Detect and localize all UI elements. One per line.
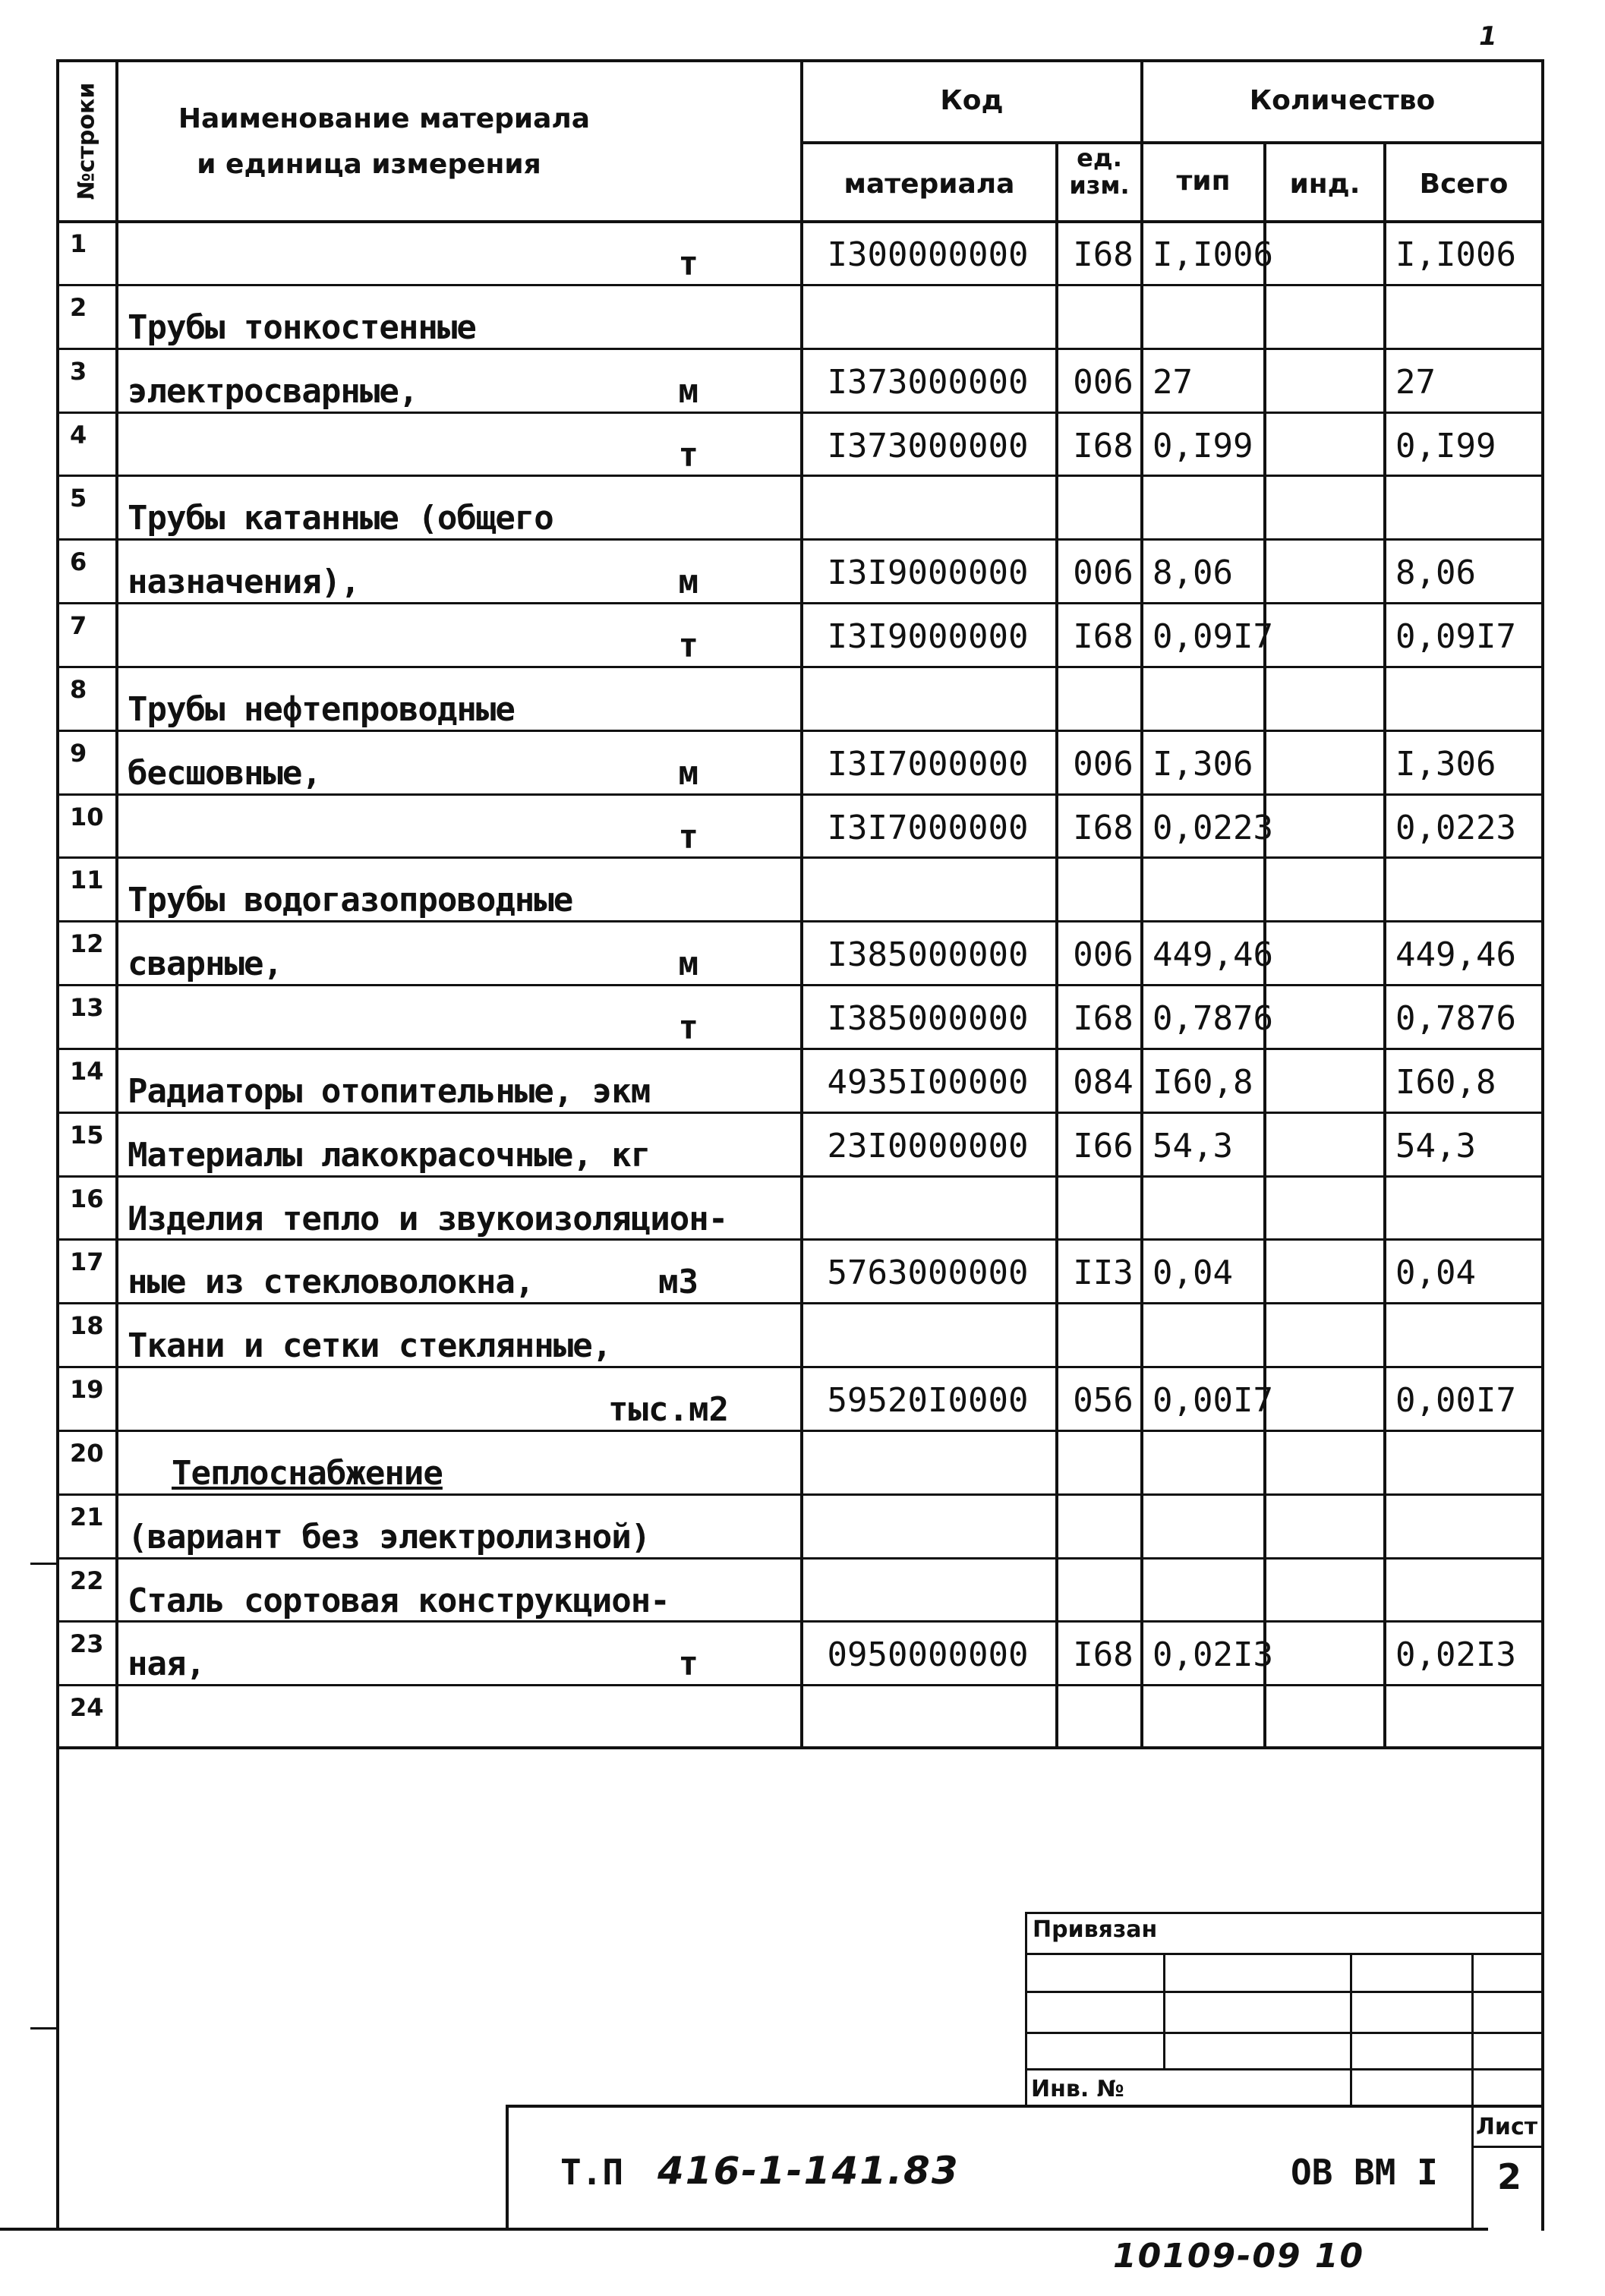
row-number: 19 <box>70 1375 104 1404</box>
material-code: 59520I0000 <box>827 1381 1029 1420</box>
qty-total: 0,04 <box>1395 1254 1476 1292</box>
unit-code: 006 <box>1073 745 1134 784</box>
row-line <box>56 856 1544 859</box>
row-number: 10 <box>70 803 104 831</box>
row-line <box>56 1238 1544 1241</box>
code-group-header: Код <box>940 85 1004 116</box>
material-name: сварные, <box>128 945 282 983</box>
material-name: ные из стекловолокна, <box>128 1263 534 1301</box>
stamp-line <box>1350 1953 1352 2105</box>
row-line <box>56 1620 1544 1623</box>
doc-code: ОВ ВМ I <box>1291 2152 1438 2193</box>
qty-total: 0,00I7 <box>1395 1381 1516 1420</box>
row-number: 12 <box>70 929 104 958</box>
qty-type: I,306 <box>1153 745 1253 784</box>
header-bottom <box>56 220 1544 223</box>
col-line <box>115 59 118 1749</box>
row-number: 14 <box>70 1057 104 1086</box>
privyazan-label: Привязан <box>1033 1916 1158 1943</box>
inv-no-label: Инв. № <box>1031 2076 1124 2102</box>
stamp-line <box>1471 1953 1474 2228</box>
unit-code: 006 <box>1073 363 1134 402</box>
unit-code: 084 <box>1073 1063 1134 1102</box>
row-number: 3 <box>70 357 87 386</box>
material-name: электросварные, <box>128 372 418 411</box>
qty-type: 0,I99 <box>1153 427 1253 465</box>
row-number: 4 <box>70 421 87 449</box>
row-line <box>56 348 1544 350</box>
row-number: 21 <box>70 1503 104 1531</box>
row-line <box>56 666 1544 668</box>
unit-label: м <box>678 372 698 411</box>
row-line <box>56 1493 1544 1496</box>
row-number: 17 <box>70 1247 104 1276</box>
qty-type: 449,46 <box>1153 935 1273 974</box>
unit-code: I68 <box>1073 617 1134 656</box>
qty-type: I,I006 <box>1153 235 1273 274</box>
frame-top <box>56 59 1541 62</box>
qty-total: I,306 <box>1395 745 1496 784</box>
stamp-line <box>1025 2032 1544 2034</box>
margin-tick <box>30 1563 58 1565</box>
row-number: 6 <box>70 547 87 576</box>
name-header-line1: Наименование материала <box>178 103 591 134</box>
material-name: Трубы водогазопроводные <box>128 881 573 919</box>
row-number: 1 <box>70 229 87 258</box>
unit-label: м <box>678 945 698 983</box>
material-name: Теплоснабжение <box>172 1454 443 1493</box>
material-name: Ткани и сетки стеклянные, <box>128 1326 612 1365</box>
qty-type: 0,00I7 <box>1153 1381 1273 1420</box>
stamp-line <box>1025 1912 1544 1914</box>
qty-ind-header: инд. <box>1289 169 1361 200</box>
table-bottom <box>56 1746 1544 1749</box>
row-line <box>56 1175 1544 1178</box>
stamp-line <box>1025 1953 1544 1955</box>
row-number: 13 <box>70 993 104 1022</box>
qty-total: 0,I99 <box>1395 427 1496 465</box>
frame-bottom <box>0 2228 1488 2231</box>
material-code: I3I7000000 <box>827 745 1029 784</box>
header-subline <box>800 141 1544 144</box>
qty-total: I60,8 <box>1395 1063 1496 1102</box>
unit-code: 056 <box>1073 1381 1134 1420</box>
row-line <box>56 1366 1544 1368</box>
qty-type: 0,02I3 <box>1153 1635 1273 1674</box>
unit-label: т <box>678 626 698 665</box>
row-line <box>56 793 1544 796</box>
row-line <box>56 984 1544 986</box>
qty-total-header: Всего <box>1419 169 1509 200</box>
qty-type: 0,7876 <box>1153 999 1273 1038</box>
unit-code: 006 <box>1073 935 1134 974</box>
row-line <box>56 284 1544 286</box>
qty-total: 449,46 <box>1395 935 1516 974</box>
material-code: I3I9000000 <box>827 617 1029 656</box>
page-mark: 1 <box>1479 21 1497 52</box>
material-code: I3I9000000 <box>827 554 1029 592</box>
col-num-header <box>58 62 115 220</box>
qty-type: I60,8 <box>1153 1063 1253 1102</box>
unit-code: I68 <box>1073 999 1134 1038</box>
row-number: 20 <box>70 1439 104 1468</box>
row-number: 7 <box>70 611 87 640</box>
row-number: 24 <box>70 1693 104 1722</box>
material-code: 4935I00000 <box>827 1063 1029 1102</box>
qty-type: 8,06 <box>1153 554 1233 592</box>
row-number: 23 <box>70 1629 104 1658</box>
material-name: ная, <box>128 1645 205 1683</box>
col-line <box>1140 59 1143 1749</box>
material-name: (вариант без электролизной) <box>128 1518 651 1556</box>
qty-total: 0,02I3 <box>1395 1635 1516 1674</box>
col-line <box>1055 141 1058 1749</box>
qty-type-header: тип <box>1176 166 1231 197</box>
doc-number: 416-1-141.83 <box>657 2149 960 2193</box>
material-name: бесшовные, <box>128 754 321 793</box>
unit-label: т <box>678 436 698 475</box>
qty-total: I,I006 <box>1395 235 1516 274</box>
doc-prefix: Т.П <box>560 2152 624 2193</box>
row-number: 9 <box>70 739 87 768</box>
stamp-line <box>1163 1953 1165 2070</box>
qty-total: 0,09I7 <box>1395 617 1516 656</box>
row-line <box>56 538 1544 541</box>
unit-code: II3 <box>1073 1254 1134 1292</box>
material-name: Трубы тонкостенные <box>128 308 476 347</box>
unit-code: I68 <box>1073 427 1134 465</box>
unit-code: 006 <box>1073 554 1134 592</box>
sheet-label: Лист <box>1476 2114 1538 2140</box>
row-line <box>56 1302 1544 1304</box>
unit-label: м <box>678 754 698 793</box>
qty-type: 54,3 <box>1153 1127 1233 1165</box>
material-code: 5763000000 <box>827 1254 1029 1292</box>
qty-type: 27 <box>1153 363 1193 402</box>
title-block-top <box>506 2105 1544 2108</box>
qty-type: 0,0223 <box>1153 809 1273 847</box>
sheet-number: 2 <box>1496 2156 1521 2197</box>
row-line <box>56 1112 1544 1114</box>
unit-label: т <box>678 1008 698 1047</box>
row-number: 16 <box>70 1184 104 1213</box>
material-code: I385000000 <box>827 935 1029 974</box>
stamp-line <box>1025 2068 1544 2070</box>
row-line <box>56 602 1544 604</box>
row-number: 5 <box>70 484 87 512</box>
row-line <box>56 475 1544 477</box>
row-number: 8 <box>70 675 87 704</box>
row-number: 22 <box>70 1566 104 1595</box>
material-name: Сталь сортовая конструкцион- <box>128 1582 670 1620</box>
material-name: назначения), <box>128 563 360 601</box>
row-line <box>56 1048 1544 1050</box>
unit-code: I66 <box>1073 1127 1134 1165</box>
qty-total: 0,7876 <box>1395 999 1516 1038</box>
material-name: Трубы катанные (общего <box>128 499 553 538</box>
row-number: 2 <box>70 293 87 322</box>
bottom-mark: 10109-09 10 <box>1113 2237 1365 2276</box>
qty-total: 27 <box>1395 363 1436 402</box>
material-code: I373000000 <box>827 427 1029 465</box>
material-code: I385000000 <box>827 999 1029 1038</box>
code-material-header: материала <box>843 169 1015 200</box>
unit-code: I68 <box>1073 809 1134 847</box>
row-line <box>56 1557 1544 1560</box>
qty-type: 0,04 <box>1153 1254 1233 1292</box>
unit-label: м <box>678 563 698 601</box>
row-number: 11 <box>70 866 104 894</box>
material-name: Радиаторы отопительные, экм <box>128 1072 651 1111</box>
code-unit-header: ед. изм. <box>1069 144 1130 200</box>
unit-code: I68 <box>1073 235 1134 274</box>
col-line <box>800 59 803 1749</box>
unit-label: тыс.м2 <box>608 1390 729 1429</box>
row-line <box>56 412 1544 414</box>
title-block-left <box>506 2105 509 2229</box>
name-header-line2: и единица измерения <box>197 149 541 180</box>
unit-label: т <box>678 1645 698 1683</box>
col-line <box>1383 141 1386 1749</box>
unit-code: I68 <box>1073 1635 1134 1674</box>
material-name: Изделия тепло и звукоизоляцион- <box>128 1200 728 1238</box>
unit-label: т <box>678 818 698 856</box>
material-code: 0950000000 <box>827 1635 1029 1674</box>
qty-total: 54,3 <box>1395 1127 1476 1165</box>
material-code: I373000000 <box>827 363 1029 402</box>
material-name: Трубы нефтепроводные <box>128 690 515 729</box>
sheet-divider <box>1471 2146 1544 2148</box>
qty-total: 8,06 <box>1395 554 1476 592</box>
unit-label: м3 <box>658 1263 698 1301</box>
margin-tick <box>30 2027 58 2030</box>
row-line <box>56 1430 1544 1432</box>
row-line <box>56 920 1544 922</box>
material-code: I3I7000000 <box>827 809 1029 847</box>
qty-group-header: Количество <box>1249 85 1436 116</box>
row-line <box>56 730 1544 732</box>
frame-left <box>56 59 59 2231</box>
material-code: 23I0000000 <box>827 1127 1029 1165</box>
material-name: Материалы лакокрасочные, кг <box>128 1136 651 1175</box>
col-num-header-text: №строки <box>73 82 100 200</box>
material-code: I300000000 <box>827 235 1029 274</box>
row-line <box>56 1684 1544 1686</box>
unit-label: т <box>678 244 698 283</box>
qty-total: 0,0223 <box>1395 809 1516 847</box>
row-number: 15 <box>70 1121 104 1150</box>
qty-type: 0,09I7 <box>1153 617 1273 656</box>
stamp-line <box>1025 1912 1027 2106</box>
stamp-line <box>1025 1991 1544 1993</box>
row-number: 18 <box>70 1311 104 1340</box>
